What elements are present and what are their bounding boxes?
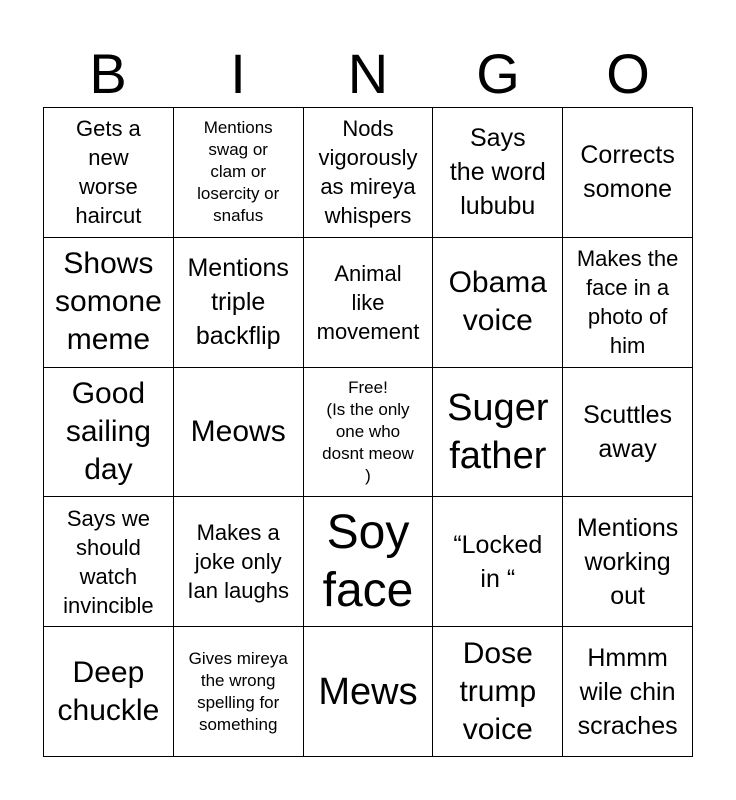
bingo-cell: [44, 368, 174, 498]
cell-text: Mentions working out: [576, 513, 679, 610]
cell-text: Says the word lububu: [449, 124, 546, 221]
bingo-cell: [44, 627, 174, 757]
header-letter-n: N: [347, 42, 389, 105]
bingo-cell: [304, 108, 434, 238]
cell-text: Hmmm wile chin scraches: [577, 643, 678, 740]
bingo-cell: [563, 368, 693, 498]
bingo-cell: [433, 368, 563, 498]
bingo-cell: [174, 627, 304, 757]
cell-text: Scuttles away: [583, 400, 673, 463]
cell-text: Makes a joke only Ian laughs: [187, 520, 289, 604]
bingo-cell: [433, 627, 563, 757]
bingo-cell: [563, 238, 693, 368]
header-letter-o: O: [606, 42, 650, 105]
bingo-header: [43, 40, 693, 108]
bingo-cell: [433, 108, 563, 238]
free-space-cell: [304, 368, 434, 498]
cell-text: Obama voice: [448, 266, 547, 338]
cell-text: Mews: [318, 670, 418, 713]
bingo-board: [43, 107, 693, 757]
bingo-cell: [304, 238, 434, 368]
bingo-cell: [174, 497, 304, 627]
bingo-cell: [174, 238, 304, 368]
cell-text: Good sailing day: [65, 376, 151, 486]
bingo-cell: [174, 368, 304, 498]
cell-text: Dose trump voice: [459, 636, 537, 746]
cell-text: Meows: [190, 414, 286, 448]
bingo-cell: [433, 238, 563, 368]
cell-text: Shows somone meme: [55, 247, 162, 357]
cell-text: Suger father: [447, 386, 549, 477]
cell-text: Animal like movement: [316, 260, 420, 344]
cell-text: Says we should watch invincible: [63, 505, 154, 618]
bingo-cell: [433, 497, 563, 627]
header-letter-b: B: [89, 42, 127, 105]
header-letter-i: I: [230, 42, 246, 105]
bingo-cell: [563, 497, 693, 627]
cell-text: Gets a new worse haircut: [75, 116, 142, 229]
cell-text: Mentions triple backflip: [187, 254, 289, 351]
bingo-cell: [304, 627, 434, 757]
header-letter-g: G: [476, 42, 520, 105]
bingo-cell: [44, 497, 174, 627]
bingo-cell: [563, 627, 693, 757]
cell-text: Nods vigorously as mireya whispers: [318, 116, 418, 229]
cell-text: Deep chuckle: [57, 655, 160, 727]
cell-text: Gives mireya the wrong spelling for something: [188, 648, 288, 734]
cell-text: Free! (Is the only one who dosnt meow ): [322, 377, 414, 485]
bingo-cell: [44, 238, 174, 368]
cell-text: Mentions swag or clam or losercity or snafus: [197, 118, 280, 226]
cell-text: Soy face: [322, 505, 414, 617]
bingo-cell: [174, 108, 304, 238]
bingo-cell: [563, 108, 693, 238]
bingo-cell: [304, 497, 434, 627]
bingo-cell: [44, 108, 174, 238]
cell-text: Corrects somone: [580, 141, 675, 204]
cell-text: Makes the face in a photo of him: [576, 246, 679, 359]
cell-text: “Locked in “: [453, 530, 543, 593]
